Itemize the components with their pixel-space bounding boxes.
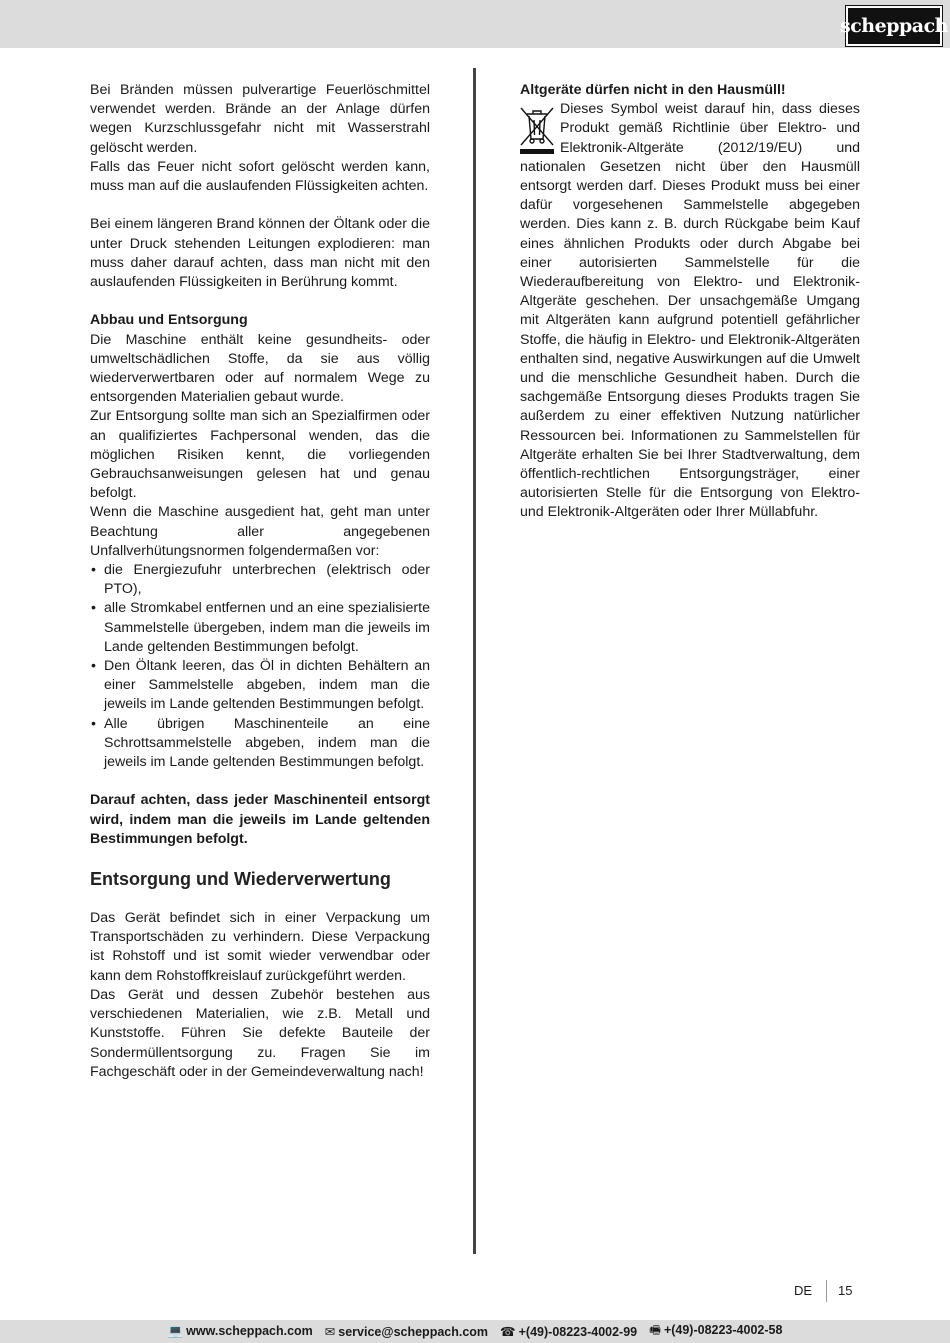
paragraph: Zur Entsorgung sollte man sich an Spezialfirmen oder an qualifiziertes Fachpersonal wenden, das die möglichen Risiken kennt, die vorliegenden Gebrauchsanweisungen gelesen hat und genau befolgt. [90, 408, 430, 502]
paragraph: Wenn die Maschine ausgedient hat, geht man unter Beachtung aller angegebenen Unfallverhütungsnormen folgendermaßen vor: [90, 504, 430, 559]
website-link[interactable]: www.scheppach.com [186, 1324, 313, 1338]
language-code: DE [794, 1283, 813, 1298]
section-heading: Abbau und Entsorgung [90, 312, 248, 329]
header-bar [0, 0, 950, 48]
list-item: • Alle übrigen Maschinenteile an eine Schrottsammelstelle abgeben, indem man die jeweils im Lande geltenden Bestimmungen befolgt. [90, 715, 430, 773]
paragraph: Das Gerät und dessen Zubehör bestehen aus verschiedenen Materialien, wie z.B. Metall und Kunststoffe. Führen Sie defekte Bauteile der Sondermüllentsorgung zu. Fragen Sie im Fachgeschäft oder in der Gemeindeverwaltung nach! [90, 986, 430, 1080]
weee-paragraph: Dieses Symbol weist darauf hin, dass dieses Produkt gemäß Richtlinie über Elektro- und Elektronik-Altgeräte (2012/19/EU) und nationalen Gesetzen nicht über den Hausmüll entsorgt werden darf. Dieses Produkt muss bei einer dafür vorgesehenen Sammelstelle abgegeben werden. Dies kann z. B. durch Rückgabe beim Kauf eines ähnlichen Produkts oder durch Abgabe bei einer autorisierten Sammelstelle für die Wiederaufbereitung von Elektro- und Elektronik- Altgeräte geschehen. Der unsachgemäße Umgang mit Altgeräten kann aufgrund potentiell gefährlicher Stoffe, die häufig in Elektro- und Elektronik-Altgeräten enthalten sind, negative Auswirkungen auf die Umwelt und die menschliche Gesundheit haben. Durch die sachgemäße Entsorgung dieses Produkts tragen Sie außerdem zu einer effektiven Nutzung natürlicher Ressourcen bei. Informationen zu Sammelstellen für Altgeräte erhalten Sie bei Ihrer Stadtverwaltung, dem öffentlich-rechtlichen Entsorgungsträger, einer autorisierten Stelle für die Entsorgung von Elektro- und Elektronik-Altgeräten oder Ihrer Müllabfuhr. [520, 101, 860, 521]
scheppach-logo: scheppach [846, 6, 942, 46]
paragraph: Bei Bränden müssen pulverartige Feuerlöschmittel verwendet werden. Brände an der Anlage dürfen wegen Kurzschlussgefahr nicht mit Wasserstrahl gelöscht werden. [90, 82, 430, 156]
section-title: Entsorgung und Wiederverwertung [90, 869, 391, 890]
paragraph: Bei einem längeren Brand können der Öltank oder die unter Druck stehenden Leitungen explodieren: man muss daher darauf achten, dass man nicht mit den auslaufenden Flüssigkeiten in Berührung kommt. [90, 216, 430, 291]
bold-note: Darauf achten, dass jeder Maschinenteil entsorgt wird, indem man die jeweils im Lande geltenden Bestimmungen befolgt. [90, 792, 430, 847]
list-item: • Den Öltank leeren, das Öl in dichten Behältern an einer Sammelstelle abgeben, indem man die jeweils im Lande geltenden Bestimmungen befolgt. [90, 657, 430, 715]
section-heading: Altgeräte dürfen nicht in den Hausmüll! [520, 82, 786, 98]
computer-icon: 💻 [167, 1324, 184, 1338]
paragraph: Die Maschine enthält keine gesundheits- oder umweltschädlichen Stoffe, da sie aus völlig wiederverwertbaren oder auf normalem Wege zu entsorgenden Materialien gebaut wurde. [90, 331, 430, 406]
list-item: • alle Stromkabel entfernen und an eine spezialisierte Sammelstelle übergeben, indem man die jeweils im Lande geltenden Bestimmungen befolgt. [90, 599, 430, 657]
email-link[interactable]: service@scheppach.com [338, 1325, 489, 1339]
mail-icon: ✉ [324, 1325, 336, 1339]
contact-footer [0, 1320, 950, 1343]
phone-number: +(49)-08223-4002-99 [518, 1325, 638, 1339]
paragraph: Falls das Feuer nicht sofort gelöscht werden kann, muss man auf die auslaufenden Flüssigkeiten achten. [90, 158, 430, 195]
fax-icon: 🖷 [649, 1323, 661, 1337]
weee-bin-icon [518, 104, 556, 156]
page-indicator [794, 1283, 853, 1298]
fax-number: +(49)-08223-4002-58 [663, 1323, 783, 1337]
list-item: • die Energiezufuhr unterbrechen (elektrisch oder PTO), [90, 561, 430, 599]
phone-icon: ☎ [500, 1325, 516, 1339]
left-column [90, 81, 430, 1082]
paragraph: Das Gerät befindet sich in einer Verpackung um Transportschäden zu verhindern. Diese Verpackung ist Rohstoff und ist somit wieder verwendbar oder kann dem Rohstoffkreislauf zurückgeführt werden. [90, 910, 430, 984]
right-column [520, 81, 860, 523]
column-divider [473, 68, 476, 1254]
disposal-steps-list [90, 561, 430, 772]
page-number: 15 [838, 1283, 853, 1298]
